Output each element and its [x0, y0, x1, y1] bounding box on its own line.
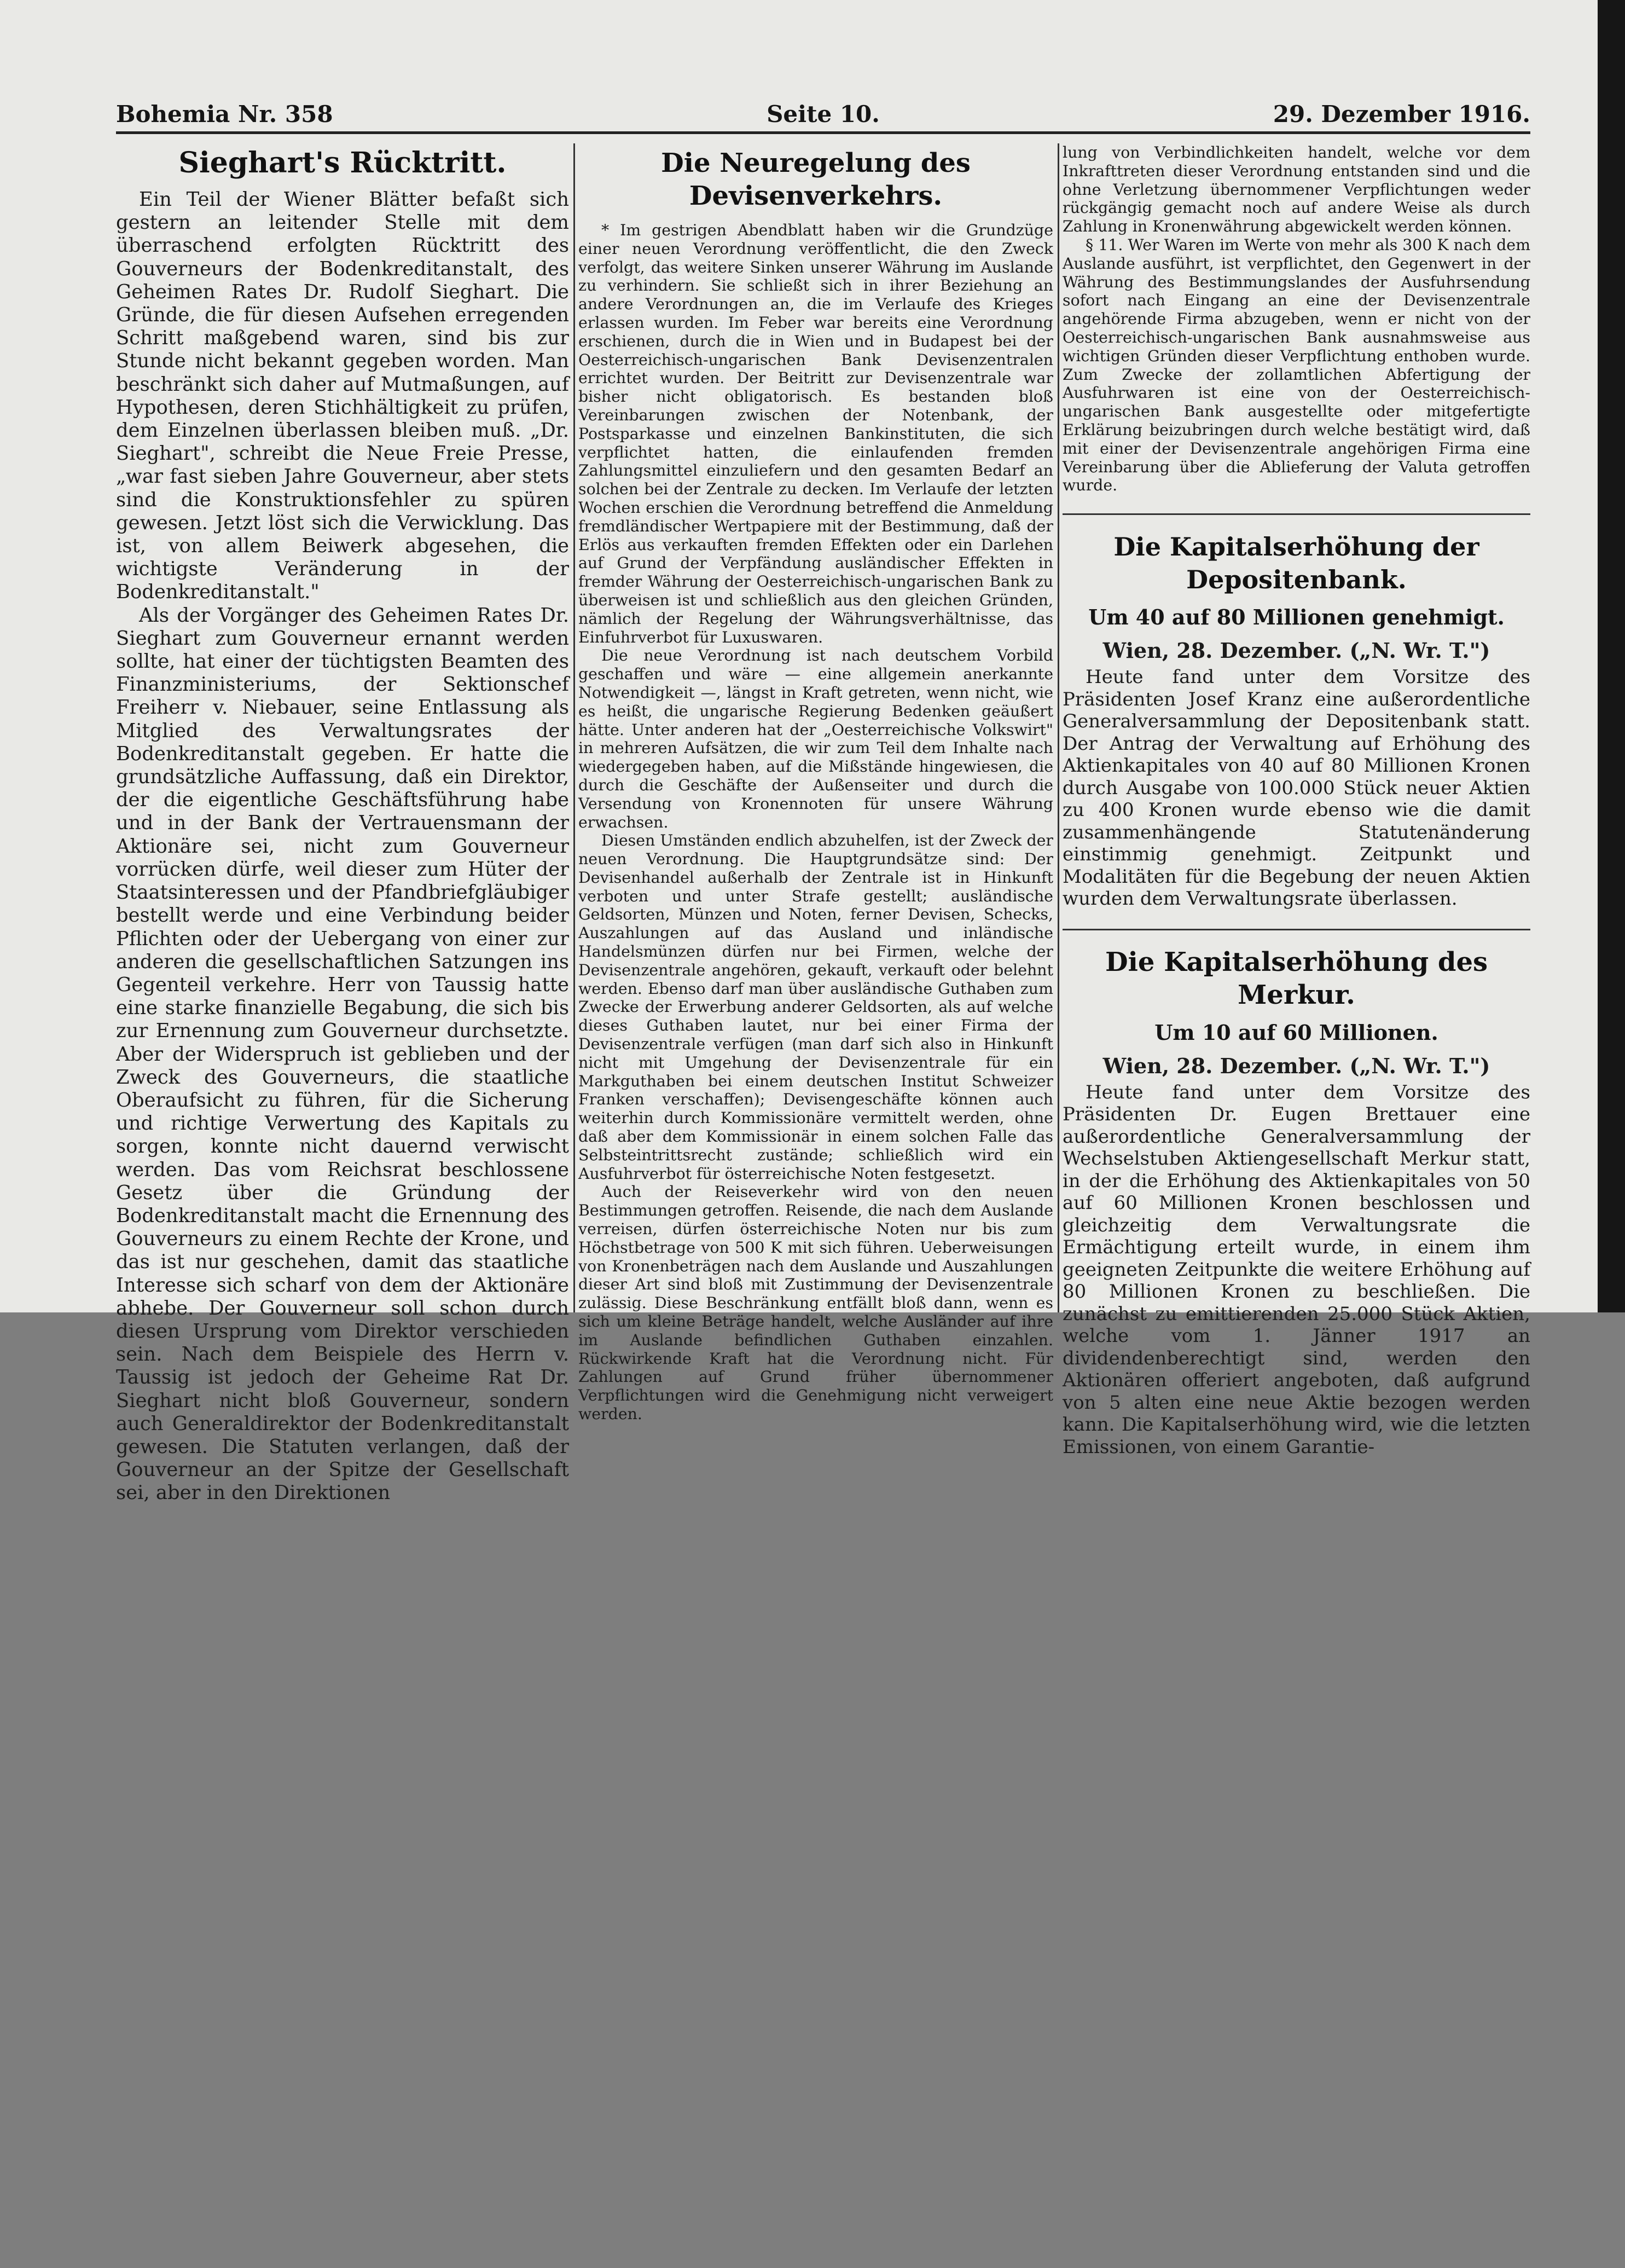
page-number: Seite 10. — [767, 101, 880, 128]
article-headline: Die Kapitalserhöhung des Merkur. — [1105, 946, 1488, 1010]
article-headline: Sieghart's Rücktritt. — [178, 146, 507, 180]
article-paragraph: Heute fand unter dem Vorsitze des Präsidenten Dr. Eugen Brettauer eine außerordentliche Generalversammlung der Wechselstuben Aktiengesellschaft Merkur statt, in der die Erhöhung des Aktienkapitales von 50 auf 60 Millionen Kronen beschlossen und gleichzeitig dem Verwaltungsrate die Ermächtigung erteilt wurde, in einem ihm geeigneten Zeitpunkte die weitere Erhöhung auf 80 Millionen Kronen zu beschließen. Die zunächst zu emittierenden 25.000 Stück Aktien, welche vom 1. Jänner 1917 an dividendenberechtigt sind, werden den Aktionären offeriert angeboten, daß aufgrund von 5 alten eine neue Aktie bezogen werden kann. Die Kapitalserhöhung wird, wie die letzten Emissionen, von einem Garantie- — [1063, 1081, 1530, 1458]
article-paragraph: Ein Teil der Wiener Blätter befaßt sich gestern an leitender Stelle mit dem überraschend erfolgten Rücktritt des Gouverneurs der Bodenkreditanstalt, des Geheimen Rates Dr. Rudolf Sieghart. Die Gründe, die für diesen Aufsehen erregenden Schritt maßgebend waren, sind bis zur Stunde nicht bekannt gegeben worden. Man beschränkt sich daher auf Mutmaßungen, auf Hypothesen, deren Stichhältigkeit zu prüfen, dem Einzelnen überlassen bleiben muß. „Dr. Sieghart", schreibt die Neue Freie Presse, „war fast sieben Jahre Gouverneur, aber stets sind die Konstruktionsfehler zu spüren gewesen. Jetzt löst sich die Verwicklung. Das ist, von allem Beiwerk abgesehen, die wichtigste Veränderung in der Bodenkreditanstalt." — [116, 188, 569, 604]
article-separator — [1063, 513, 1530, 515]
article-paragraph: Auch der Reiseverkehr wird von den neuen Bestimmungen getroffen. Reisende, die nach dem Auslande verreisen, dürfen österreichische Noten nur bis zum Höchstbetrage von 500 K mit sich führen. Ueberweisungen von Kronenbeträgen nach dem Auslande und Auszahlungen dieser Art sind bloß mit Zustimmung der Devisenzentrale zulässig. Diese Beschränkung entfällt bloß dann, wenn es sich um kleine Beträge handelt, welche Ausländer auf ihre im Auslande befindlichen Guthaben einzahlen. Rückwirkende Kraft hat die Verordnung nicht. Für Zahlungen auf Grund früher übernommener Verpflichtungen wird die Genehmigung nicht verweigert werden. — [578, 1183, 1053, 1423]
column-left — [116, 143, 569, 1505]
article-headline: Die Neuregelung des Devisenverkehrs. — [661, 148, 971, 211]
scan-edge-shadow — [1598, 0, 1625, 1312]
article-paragraph: Heute fand unter dem Vorsitze des Präsidenten Josef Kranz eine außerordentliche Generalversammlung der Depositenbank statt. Der Antrag der Verwaltung auf Erhöhung des Aktienkapitales von 40 auf 80 Millionen Kronen durch Ausgabe von 100.000 Stück neuer Aktien zu 400 Kronen wurde ebenso wie die damit zusammenhängende Statutenänderung einstimmig genehmigt. Zeitpunkt und Modalitäten für die Begebung der neuen Aktien wurden dem Verwaltungsrate überlassen. — [1063, 666, 1530, 910]
article-paragraph: Als der Vorgänger des Geheimen Rates Dr. Sieghart zum Gouverneur ernannt werden sollte, hat einer der tüchtigsten Beamten des Finanzministeriums, der Sektionschef Freiherr v. Niebauer, seine Entlassung als Mitglied des Verwaltungsrates der Bodenkreditanstalt gegeben. Er hatte die grundsätzliche Auffassung, daß ein Direktor, der die eigentliche Geschäftsführung habe und in der Bank der Vertrauensmann der Aktionäre sei, nicht zum Gouverneur vorrücken dürfe, weil dieser zum Hüter der Staatsinteressen und der Pfandbriefgläubiger bestellt werde und eine Verbindung beider Pflichten oder der Uebergang von einer zur anderen die gesellschaftlichen Satzungen ins Gegenteil verkehre. Herr von Taussig hatte eine starke finanzielle Begabung, die sich bis zur Ernennung zum Gouverneur durchsetzte. Aber der Widerspruch ist geblieben und der Zweck des Gouverneurs, die staatliche Oberaufsicht zu führen, für die Sicherung und richtige Verwertung des Kapitals zu sorgen, konnte nicht dauernd verwischt werden. Das vom Reichsrat beschlossene Gesetz über die Gründung der Bodenkreditanstalt macht die Ernennung des Gouverneurs zu einem Rechte der Krone, und das ist nur geschehen, damit das staatliche Interesse sich scharf von dem der Aktionäre abhebe. Der Gouverneur soll schon durch diesen Ursprung vom Direktor verschieden sein. Nach dem Beispiele des Herrn v. Taussig ist jedoch der Geheime Rat Dr. Sieghart nicht bloß Gouverneur, sondern auch Generaldirektor der Bodenkreditanstalt gewesen. Die Statuten verlangen, daß der Gouverneur an der Spitze der Gesellschaft sei, aber in den Direktionen — [116, 604, 569, 1505]
masthead-issue: Bohemia Nr. 358 — [116, 101, 333, 128]
article-dateline: Wien, 28. Dezember. („N. Wr. T.") — [1102, 638, 1490, 663]
article-paragraph: lung von Verbindlichkeiten handelt, welche vor dem Inkrafttreten dieser Verordnung entstanden sind und die ohne Verletzung übernommener Verpflichtungen weder rückgängig gemacht noch auf andere Weise als durch Zahlung in Kronenwährung abgewickelt werden können. — [1063, 143, 1530, 236]
article-paragraph: § 11. Wer Waren im Werte von mehr als 300 K nach dem Auslande ausführt, ist verpflichtet, den Gegenwert in der Währung des Bestimmungslandes der Ausfuhrsendung sofort nach Eingang an eine der Devisenzentrale angehörende Firma abzugeben, wenn er nicht von der Oesterreichisch-ungarischen Bank ausnahmsweise aus wichtigen Gründen dieser Verpflichtung enthoben wurde. Zum Zwecke der zollamtlichen Abfertigung der Ausfuhrwaren ist eine von der Oesterreichisch-ungarischen Bank ausgestellte oder mitgefertigte Erklärung beizubringen durch welche bestätigt wird, daß mit einer der Devisenzentrale angehörigen Firma eine Vereinbarung über die Ablieferung der Valuta getroffen wurde. — [1063, 235, 1530, 495]
issue-date: 29. Dezember 1916. — [1273, 101, 1530, 128]
article-dateline: Wien, 28. Dezember. („N. Wr. T.") — [1102, 1053, 1490, 1078]
page-header — [116, 99, 1530, 134]
article-subheadline: Um 10 auf 60 Millionen. — [1154, 1020, 1438, 1045]
column-right — [1063, 143, 1530, 1458]
column-divider — [573, 143, 575, 1312]
column-divider — [1058, 143, 1059, 1312]
article-headline: Die Kapitalserhöhung der Depositenbank. — [1113, 532, 1479, 595]
column-middle — [578, 143, 1053, 1423]
article-paragraph: Die neue Verordnung ist nach deutschem Vorbild geschaffen und wäre — eine allgemein anerkannte Notwendigkeit —, längst in Kraft getreten, wenn nicht, wie es heißt, die ungarische Regierung Bedenken geäußert hätte. Unter anderen hat der „Oesterreichische Volkswirt" in mehreren Aufsätzen, die wir zum Teil dem Inhalte nach wiedergegeben haben, auf die Mißstände hingewiesen, die durch die Geschäfte der Außenseiter und durch die Versendung von Kronennoten für unsere Währung erwachsen. — [578, 646, 1053, 831]
article-paragraph: * Im gestrigen Abendblatt haben wir die Grundzüge einer neuen Verordnung veröffentlicht, die den Zweck verfolgt, das weitere Sinken unserer Währung im Auslande zu verhindern. Sie schließt sich in ihrer Beziehung an andere Verordnungen an, die im Verlaufe des Krieges erlassen wurden. Im Feber war bereits eine Verordnung erschienen, durch die in Wien und in Budapest bei der Oesterreichisch-ungarischen Bank Devisenzentralen errichtet wurden. Der Beitritt zur Devisenzentrale war bisher nicht obligatorisch. Es bestanden bloß Vereinbarungen zwischen der Notenbank, der Postsparkasse und einzelnen Bankinstituten, die sich verpflichtet hatten, die einlaufenden fremden Zahlungsmittel einzuliefern und den gesamten Bedarf an solchen bei der Zentrale zu decken. Im Verlaufe der letzten Wochen erschien die Verordnung betreffend die Anmeldung fremdländischer Wertpapiere mit der Bestimmung, daß der Erlös aus verkauften fremden Effekten oder ein Darlehen auf Grund der Verpfändung ausländischer Effekten in fremder Währung der Oesterreichisch-ungarischen Bank zu überweisen ist und schließlich aus den gleichen Gründen, nämlich der Regelung der Währungsverhältnisse, das Einfuhrverbot für Luxuswaren. — [578, 221, 1053, 646]
article-subheadline: Um 40 auf 80 Millionen genehmigt. — [1088, 605, 1505, 630]
article-separator — [1063, 929, 1530, 930]
article-paragraph: Diesen Umständen endlich abzuhelfen, ist der Zweck der neuen Verordnung. Die Hauptgrundsätze sind: Der Devisenhandel außerhalb der Zentrale ist in Hinkunft verboten und unter Strafe gestellt; ausländische Geldsorten, Münzen und Noten, ferner Devisen, Schecks, Auszahlungen auf das Ausland und inländische Handelsmünzen dürfen nur bei Firmen, welche der Devisenzentrale angehören, gekauft, verkauft oder belehnt werden. Ebenso darf man über ausländische Guthaben zum Zwecke der Erwerbung anderer Geldsorten, als auf welche dieses Guthaben lautet, nur bei einer Firma der Devisenzentrale verfügen (man darf sich also in Hinkunft nicht mit Umgehung der Devisenzentrale für ein Markguthaben bei einem deutschen Institut Schweizer Franken verschaffen); Devisengeschäfte können auch weiterhin durch Kommissionäre vermittelt werden, ohne daß aber dem Kommissionär in einem solchen Falle das Selbsteintrittsrecht zustände; schließlich wird ein Ausfuhrverbot für österreichische Noten festgesetzt. — [578, 831, 1053, 1183]
